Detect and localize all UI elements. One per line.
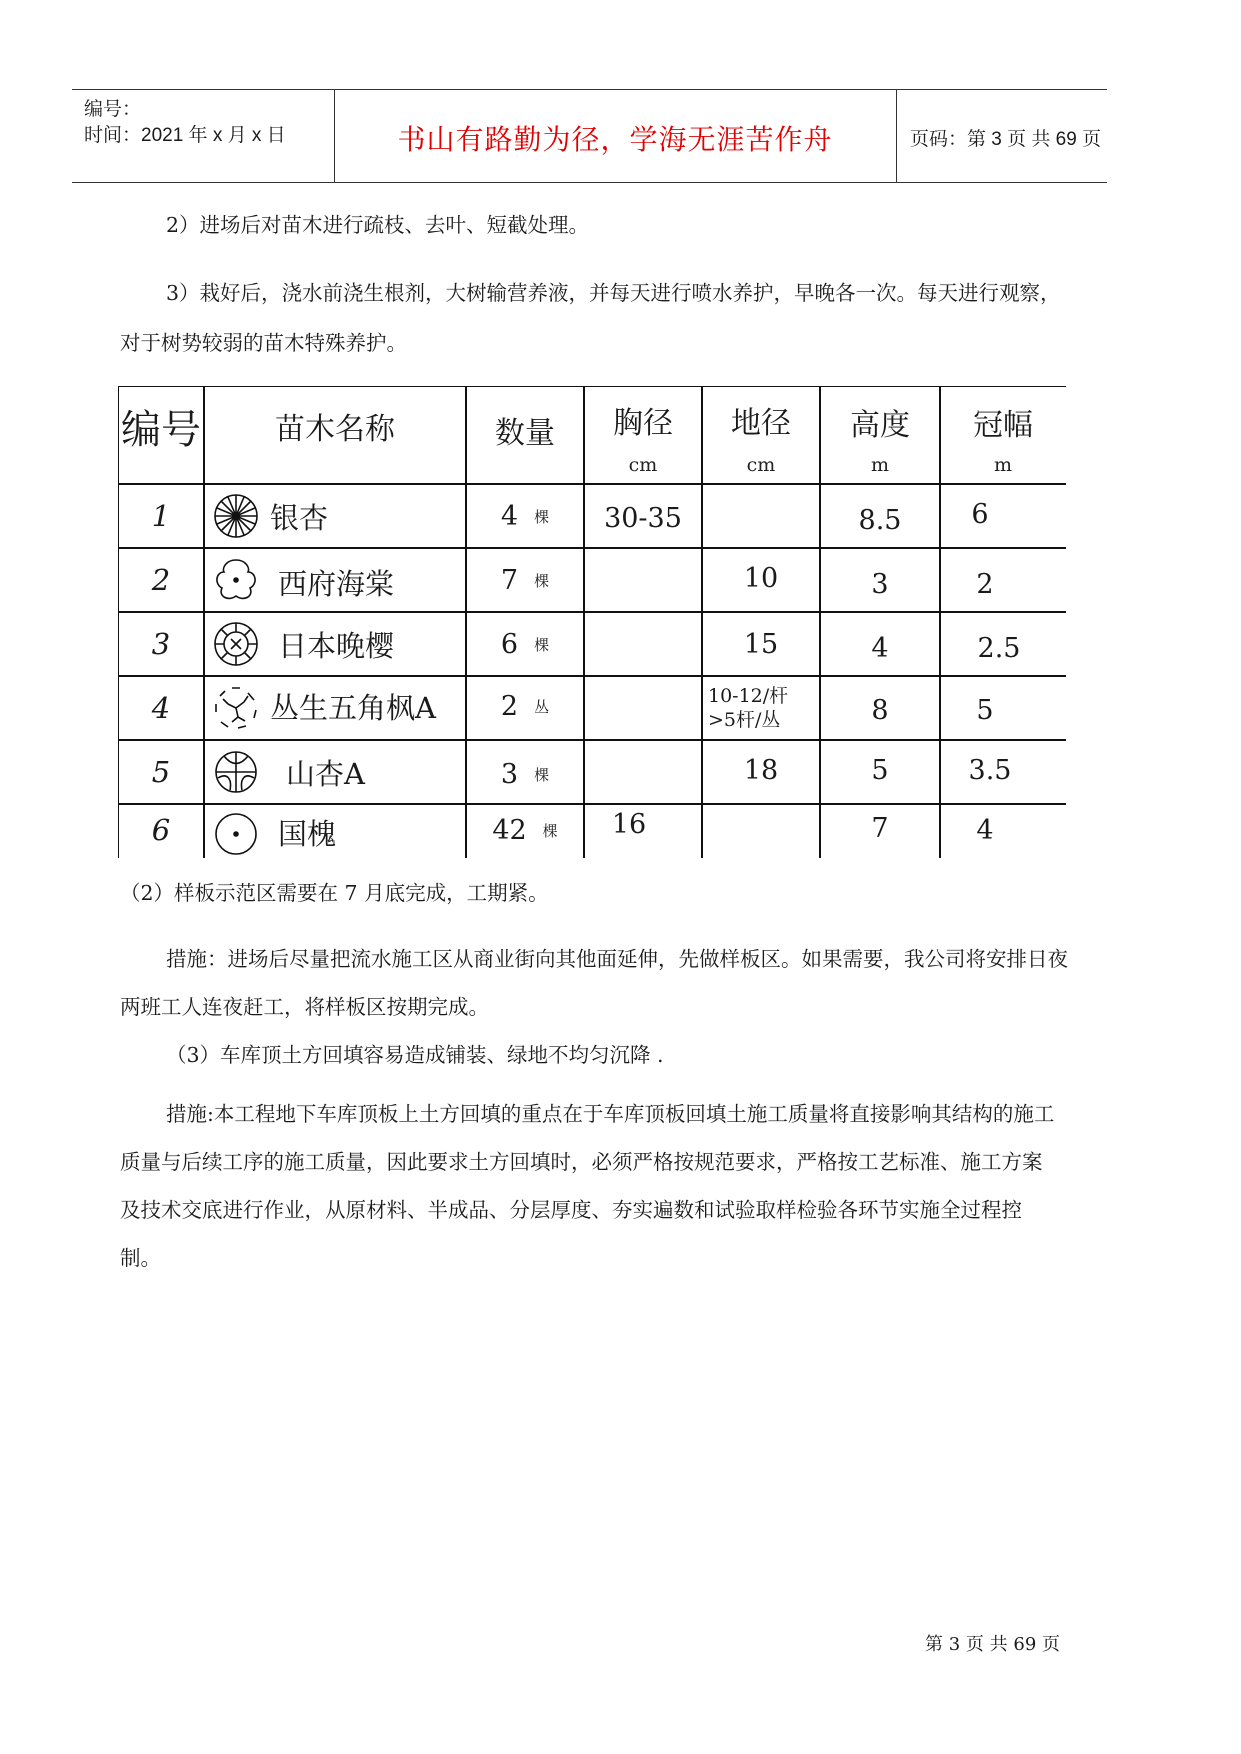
row-2-qty-unit: 棵 [534, 571, 550, 590]
row-6-crown: 4 [976, 814, 994, 846]
header-height: 高度 [850, 408, 910, 443]
row-4-height: 8 [871, 694, 889, 726]
row-3-qty-cell [466, 612, 584, 676]
row-4-ground-cell [702, 676, 820, 740]
header-dbh: 胸径 [613, 406, 673, 441]
row-5-dbh [584, 740, 702, 804]
apricot-icon [216, 752, 256, 792]
row-5-qty-cell [466, 742, 584, 806]
header-no: 编号 [121, 406, 201, 453]
row-4-qty-unit: 丛 [534, 697, 550, 716]
header-ground: 地径 [731, 406, 791, 441]
paragraph-4: 措施：进场后尽量把流水施工区从商业街向其他面延伸，先做样板区。如果需要，我公司将安排日夜两班工人连夜赶工，将样板区按期完成。 [120, 947, 1068, 1019]
row-1-qty-cell [466, 484, 584, 548]
motto: 书山有路勤为径，学海无涯苦作舟 [397, 123, 833, 156]
row-5-name: 山杏A [286, 756, 365, 791]
row-6-qty-cell [466, 802, 584, 858]
paragraph-5: （3）车库顶土方回填容易造成铺装、绿地不均匀沉降 . [166, 1043, 664, 1067]
header-height-unit: m [870, 454, 890, 476]
row-6-dbh: 16 [611, 808, 647, 840]
header-crown: 冠幅 [973, 408, 1033, 443]
row-6-qty-unit: 棵 [542, 821, 558, 840]
row-6-no: 6 [151, 813, 171, 847]
row-2-qty-cell [466, 548, 584, 612]
row-4-ground-line-1: 10-12/杆 [708, 685, 789, 707]
row-1-ground [702, 484, 820, 548]
sophora-icon [216, 814, 256, 854]
serial-label: 编号： [84, 99, 142, 120]
header-name: 苗木名称 [275, 412, 395, 447]
time-label: 时间：2021 年 x 月 x 日 [84, 125, 286, 146]
row-4-qty-cell [466, 674, 584, 738]
plant-table [118, 386, 1066, 858]
row-3-no: 3 [151, 627, 171, 661]
maple-icon [216, 688, 256, 728]
paragraph-6: 措施:本工程地下车库顶板上土方回填的重点在于车库顶板回填土施工质量将直接影响其结构的施工质量与后续工序的施工质量，因此要求土方回填时，必须严格按规范要求，严格按工艺标准、施工方案及技术交底进行作业，从原材料、半成品、分层厚度、夯实遍数和试验取样检验各环节实施全过程控制。 [120, 1102, 1055, 1270]
row-5-no: 5 [151, 755, 171, 789]
row-1-name: 银杏 [270, 500, 329, 535]
header-page-label: 页码：第 3 页 共 69 页 [910, 129, 1102, 150]
row-2-crown: 2 [976, 568, 994, 600]
cherry-icon [215, 623, 257, 665]
row-4-name: 丛生五角枫A [270, 690, 436, 725]
row-5-height: 5 [871, 754, 889, 786]
paragraph-2: 3）栽好后，浇水前浇生根剂，大树输营养液，并每天进行喷水养护，早晚各一次。每天进行观察，对于树势较弱的苗木特殊养护。 [120, 281, 1061, 355]
row-3-crown: 2.5 [977, 632, 1021, 664]
header-qty: 数量 [495, 416, 555, 451]
row-3-dbh [584, 612, 702, 676]
header-motto-cell [334, 90, 897, 182]
page-header [72, 89, 1107, 183]
row-2-ground: 10 [743, 562, 779, 594]
row-1-qty-unit: 棵 [534, 507, 550, 526]
row-4-ground-line-2: >5杆/丛 [708, 709, 781, 731]
row-5-qty: 3 [500, 758, 519, 790]
row-4-qty: 2 [500, 690, 519, 722]
paragraph-3: （2）样板示范区需要在 7 月底完成，工期紧。 [120, 881, 549, 905]
paragraph-1: 2）进场后对苗木进行疏枝、去叶、短截处理。 [166, 213, 590, 237]
row-2-qty: 7 [500, 564, 519, 596]
header-page-cell [898, 90, 1107, 182]
row-3-ground: 15 [743, 628, 779, 660]
row-2-dbh [584, 548, 702, 612]
row-3-name: 日本晚樱 [278, 628, 395, 663]
row-3-qty-unit: 棵 [534, 635, 550, 654]
row-6-ground [702, 802, 820, 858]
row-2-name: 西府海棠 [278, 566, 395, 601]
row-4-crown: 5 [976, 694, 994, 726]
row-1-no: 1 [151, 499, 171, 533]
ginkgo-icon [215, 495, 257, 537]
row-6-qty: 42 [492, 814, 527, 846]
header-crown-unit: m [993, 454, 1013, 476]
header-meta [72, 90, 335, 182]
row-5-crown: 3.5 [968, 754, 1012, 786]
row-1-crown: 6 [971, 498, 989, 530]
header-ground-unit: cm [746, 454, 776, 476]
row-4-dbh [584, 676, 702, 740]
page-footer: 第 3 页 共 69 页 [925, 1634, 1060, 1655]
row-2-height: 3 [871, 568, 889, 600]
row-4-no: 4 [151, 691, 171, 725]
row-1-qty: 4 [500, 500, 519, 532]
row-1-height: 8.5 [858, 504, 902, 536]
row-6-name: 国槐 [278, 816, 337, 851]
row-1-dbh: 30-35 [604, 502, 682, 534]
crabapple-icon [217, 560, 255, 598]
row-5-qty-unit: 棵 [534, 765, 550, 784]
row-3-height: 4 [871, 632, 889, 664]
row-5-ground: 18 [743, 754, 779, 786]
header-dbh-unit: cm [628, 454, 658, 476]
row-3-qty: 6 [500, 628, 519, 660]
row-6-height: 7 [871, 812, 889, 844]
row-2-no: 2 [151, 563, 171, 597]
